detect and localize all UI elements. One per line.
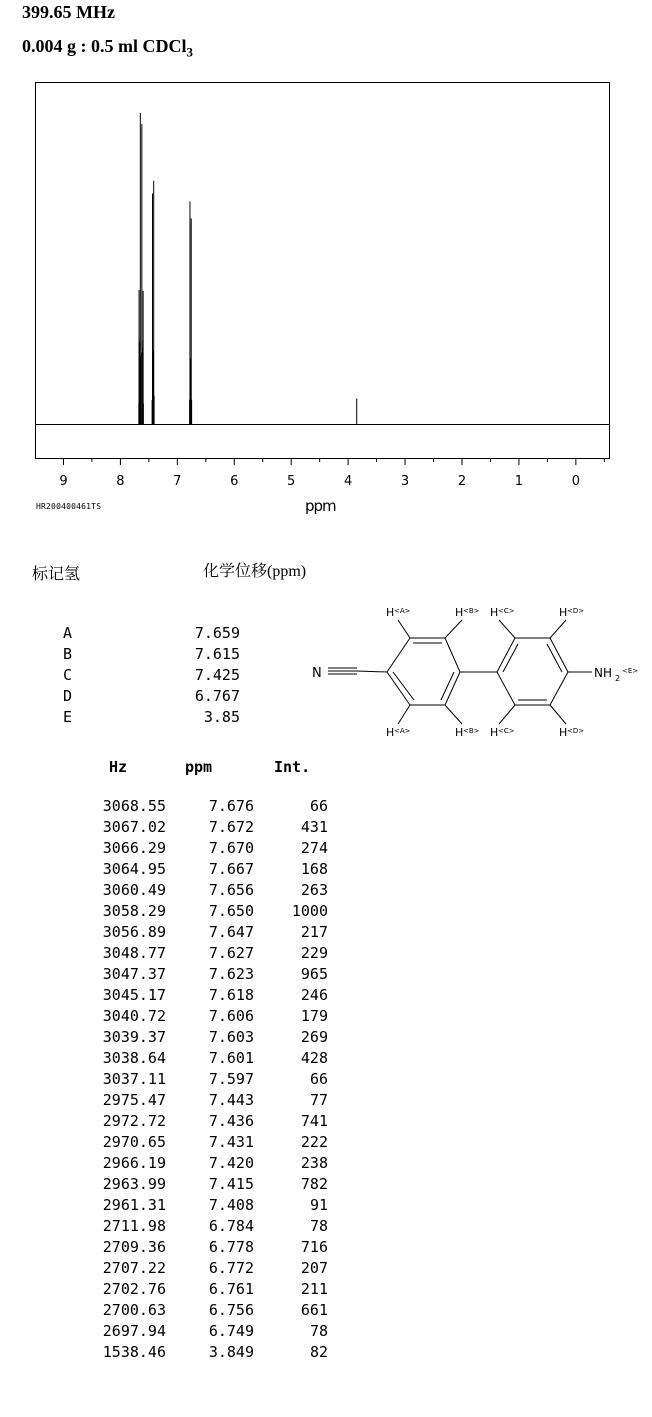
peak-table-header-hz: Hz xyxy=(109,758,128,776)
table-row xyxy=(0,860,652,881)
peak-hz: 2700.63 xyxy=(102,1301,166,1319)
x-tick-label: 4 xyxy=(343,474,353,489)
x-tick-label: 5 xyxy=(287,474,296,489)
x-tick-label: 1 xyxy=(514,474,524,489)
peak-hz: 3038.64 xyxy=(102,1049,166,1067)
peak-intensity: 82 xyxy=(309,1343,328,1361)
table-row xyxy=(0,1154,652,1175)
x-tick-label: 0 xyxy=(571,474,580,489)
h-tag-b: <B> xyxy=(463,607,480,615)
table-row xyxy=(0,1112,652,1133)
assignment-shift: 7.659 xyxy=(194,624,240,642)
peak-ppm: 7.650 xyxy=(208,902,254,920)
assignment-shift: 7.615 xyxy=(194,645,240,663)
peak-ppm: 7.443 xyxy=(208,1091,254,1109)
peak-intensity: 179 xyxy=(300,1007,328,1025)
peak-hz: 2972.72 xyxy=(102,1112,166,1130)
peak-ppm: 7.618 xyxy=(208,986,254,1004)
amine-tag: <E> xyxy=(622,667,639,675)
peak-intensity: 238 xyxy=(300,1154,328,1172)
peak-ppm: 6.784 xyxy=(208,1217,254,1235)
peak-hz: 3064.95 xyxy=(102,860,166,878)
peak-intensity: 716 xyxy=(300,1238,328,1256)
x-tick-label: 3 xyxy=(400,474,410,489)
peak-hz: 2963.99 xyxy=(102,1175,166,1193)
peak-hz: 2702.76 xyxy=(102,1280,166,1298)
h-tag-b: <B> xyxy=(463,727,480,735)
peak-hz: 2711.98 xyxy=(102,1217,166,1235)
table-row xyxy=(0,1217,652,1238)
peak-intensity: 782 xyxy=(300,1175,328,1193)
table-row xyxy=(0,1343,652,1364)
table-row xyxy=(0,1238,652,1259)
peak-ppm: 7.623 xyxy=(208,965,254,983)
peak-hz: 2975.47 xyxy=(102,1091,166,1109)
peak-ppm: 7.408 xyxy=(208,1196,254,1214)
table-row xyxy=(0,965,652,986)
assignment-shift: 3.85 xyxy=(203,708,240,726)
peak-intensity: 431 xyxy=(300,818,328,836)
h-tag-a: <A> xyxy=(394,607,411,615)
peak-intensity: 77 xyxy=(309,1091,328,1109)
h-label: H xyxy=(455,606,464,619)
peak-hz: 3048.77 xyxy=(102,944,166,962)
peak-ppm: 6.772 xyxy=(208,1259,254,1277)
assignment-label: E xyxy=(63,708,73,726)
nitrile-n-label: N xyxy=(312,666,322,681)
peak-ppm: 7.597 xyxy=(208,1070,254,1088)
table-row xyxy=(0,1091,652,1112)
table-row xyxy=(0,1028,652,1049)
bonds xyxy=(328,620,592,724)
table-row xyxy=(0,923,652,944)
peak-hz: 2707.22 xyxy=(102,1259,166,1277)
h-label: H xyxy=(559,726,568,739)
h-tag-d: <D> xyxy=(567,607,585,615)
peak-intensity: 428 xyxy=(300,1049,328,1067)
table-row xyxy=(0,1133,652,1154)
peak-ppm: 7.656 xyxy=(208,881,254,899)
h-label: H xyxy=(490,726,499,739)
peak-ppm: 7.647 xyxy=(208,923,254,941)
peak-hz: 2961.31 xyxy=(102,1196,166,1214)
peak-hz: 2709.36 xyxy=(102,1238,166,1256)
peak-ppm: 7.436 xyxy=(208,1112,254,1130)
peak-intensity: 263 xyxy=(300,881,328,899)
peak-intensity: 1000 xyxy=(291,902,328,920)
peak-intensity: 965 xyxy=(300,965,328,983)
h-label: H xyxy=(559,606,568,619)
peak-hz: 3068.55 xyxy=(102,797,166,815)
table-row xyxy=(0,902,652,923)
table-row xyxy=(0,1196,652,1217)
peak-ppm: 7.676 xyxy=(208,797,254,815)
peak-ppm: 7.672 xyxy=(208,818,254,836)
assignment-shift: 6.767 xyxy=(194,687,240,705)
table-row xyxy=(0,1049,652,1070)
peak-hz: 3037.11 xyxy=(102,1070,166,1088)
table-row xyxy=(0,1175,652,1196)
peak-ppm: 7.420 xyxy=(208,1154,254,1172)
peak-intensity: 661 xyxy=(300,1301,328,1319)
peak-intensity: 211 xyxy=(300,1280,328,1298)
peak-intensity: 78 xyxy=(309,1322,328,1340)
peak-hz: 1538.46 xyxy=(102,1343,166,1361)
assignment-header-h: 标记氢 xyxy=(32,566,81,583)
table-row xyxy=(0,839,652,860)
peak-ppm: 6.761 xyxy=(208,1280,254,1298)
peak-ppm: 7.431 xyxy=(208,1133,254,1151)
table-row xyxy=(0,1301,652,1322)
assignment-label: A xyxy=(63,624,73,642)
spectrometer-frequency: 399.65 MHz xyxy=(22,2,115,22)
h-tag-c: <C> xyxy=(498,607,515,615)
peak-hz: 2970.65 xyxy=(102,1133,166,1151)
peak-ppm: 3.849 xyxy=(208,1343,254,1361)
peak-ppm: 7.601 xyxy=(208,1049,254,1067)
peak-ppm: 7.670 xyxy=(208,839,254,857)
peak-ppm: 6.778 xyxy=(208,1238,254,1256)
assignment-shift: 7.425 xyxy=(194,666,240,684)
table-row xyxy=(0,818,652,839)
h-label: H xyxy=(490,606,499,619)
assignment-label: C xyxy=(63,666,73,684)
peak-intensity: 741 xyxy=(300,1112,328,1130)
peak-ppm: 7.415 xyxy=(208,1175,254,1193)
peak-hz: 3047.37 xyxy=(102,965,166,983)
peak-intensity: 222 xyxy=(300,1133,328,1151)
peak-hz: 3067.02 xyxy=(102,818,166,836)
peak-intensity: 91 xyxy=(309,1196,328,1214)
x-tick-label: 7 xyxy=(173,474,182,489)
assignment-label: B xyxy=(63,645,73,663)
amine-label: NH xyxy=(594,666,612,680)
peak-table-header-int: Int. xyxy=(274,758,311,776)
x-tick-label: 6 xyxy=(230,474,239,489)
peak-ppm: 6.756 xyxy=(208,1301,254,1319)
h-label: H xyxy=(455,726,464,739)
peak-table-header-ppm: ppm xyxy=(185,758,213,776)
peak-ppm: 7.667 xyxy=(208,860,254,878)
peak-hz: 3066.29 xyxy=(102,839,166,857)
peak-hz: 2697.94 xyxy=(102,1322,166,1340)
h-label: H xyxy=(386,726,395,739)
x-tick-label: 8 xyxy=(116,474,125,489)
sample-id: HR200400461TS xyxy=(36,502,102,511)
table-row xyxy=(0,1280,652,1301)
assignment-label: D xyxy=(63,687,73,705)
peak-intensity: 274 xyxy=(300,839,328,857)
peak-hz: 3039.37 xyxy=(102,1028,166,1046)
table-row xyxy=(0,986,652,1007)
peak-intensity: 207 xyxy=(300,1259,328,1277)
peak-hz: 3040.72 xyxy=(102,1007,166,1025)
peak-intensity: 78 xyxy=(309,1217,328,1235)
peak-hz: 3056.89 xyxy=(102,923,166,941)
sample-subscript: 3 xyxy=(186,44,193,60)
peak-hz: 3058.29 xyxy=(102,902,166,920)
peak-hz: 3045.17 xyxy=(102,986,166,1004)
peak-intensity: 66 xyxy=(309,1070,328,1088)
table-row xyxy=(0,1070,652,1091)
x-tick-label: 9 xyxy=(59,474,68,489)
peak-intensity: 229 xyxy=(300,944,328,962)
h-tag-d: <D> xyxy=(567,727,585,735)
peak-intensity: 269 xyxy=(300,1028,328,1046)
amine-subscript: 2 xyxy=(615,674,621,683)
table-row xyxy=(0,1322,652,1343)
table-row xyxy=(0,881,652,902)
peak-ppm: 7.606 xyxy=(208,1007,254,1025)
assignment-header-shift: 化学位移(ppm) xyxy=(203,563,307,580)
table-row xyxy=(0,1259,652,1280)
x-tick-label: 2 xyxy=(457,474,467,489)
x-axis-label: ppm xyxy=(305,497,336,515)
peak-intensity: 246 xyxy=(300,986,328,1004)
table-row xyxy=(0,1007,652,1028)
table-row xyxy=(0,944,652,965)
sample-text: 0.004 g : 0.5 ml CDCl xyxy=(22,36,187,56)
peak-intensity: 66 xyxy=(309,797,328,815)
h-tag-a: <A> xyxy=(394,727,411,735)
peak-ppm: 7.603 xyxy=(208,1028,254,1046)
peak-ppm: 7.627 xyxy=(208,944,254,962)
h-tag-c: <C> xyxy=(498,727,515,735)
peak-hz: 2966.19 xyxy=(102,1154,166,1172)
h-label: H xyxy=(386,606,395,619)
peak-hz: 3060.49 xyxy=(102,881,166,899)
peak-ppm: 6.749 xyxy=(208,1322,254,1340)
table-row xyxy=(0,797,652,818)
peak-intensity: 217 xyxy=(300,923,328,941)
peak-intensity: 168 xyxy=(300,860,328,878)
